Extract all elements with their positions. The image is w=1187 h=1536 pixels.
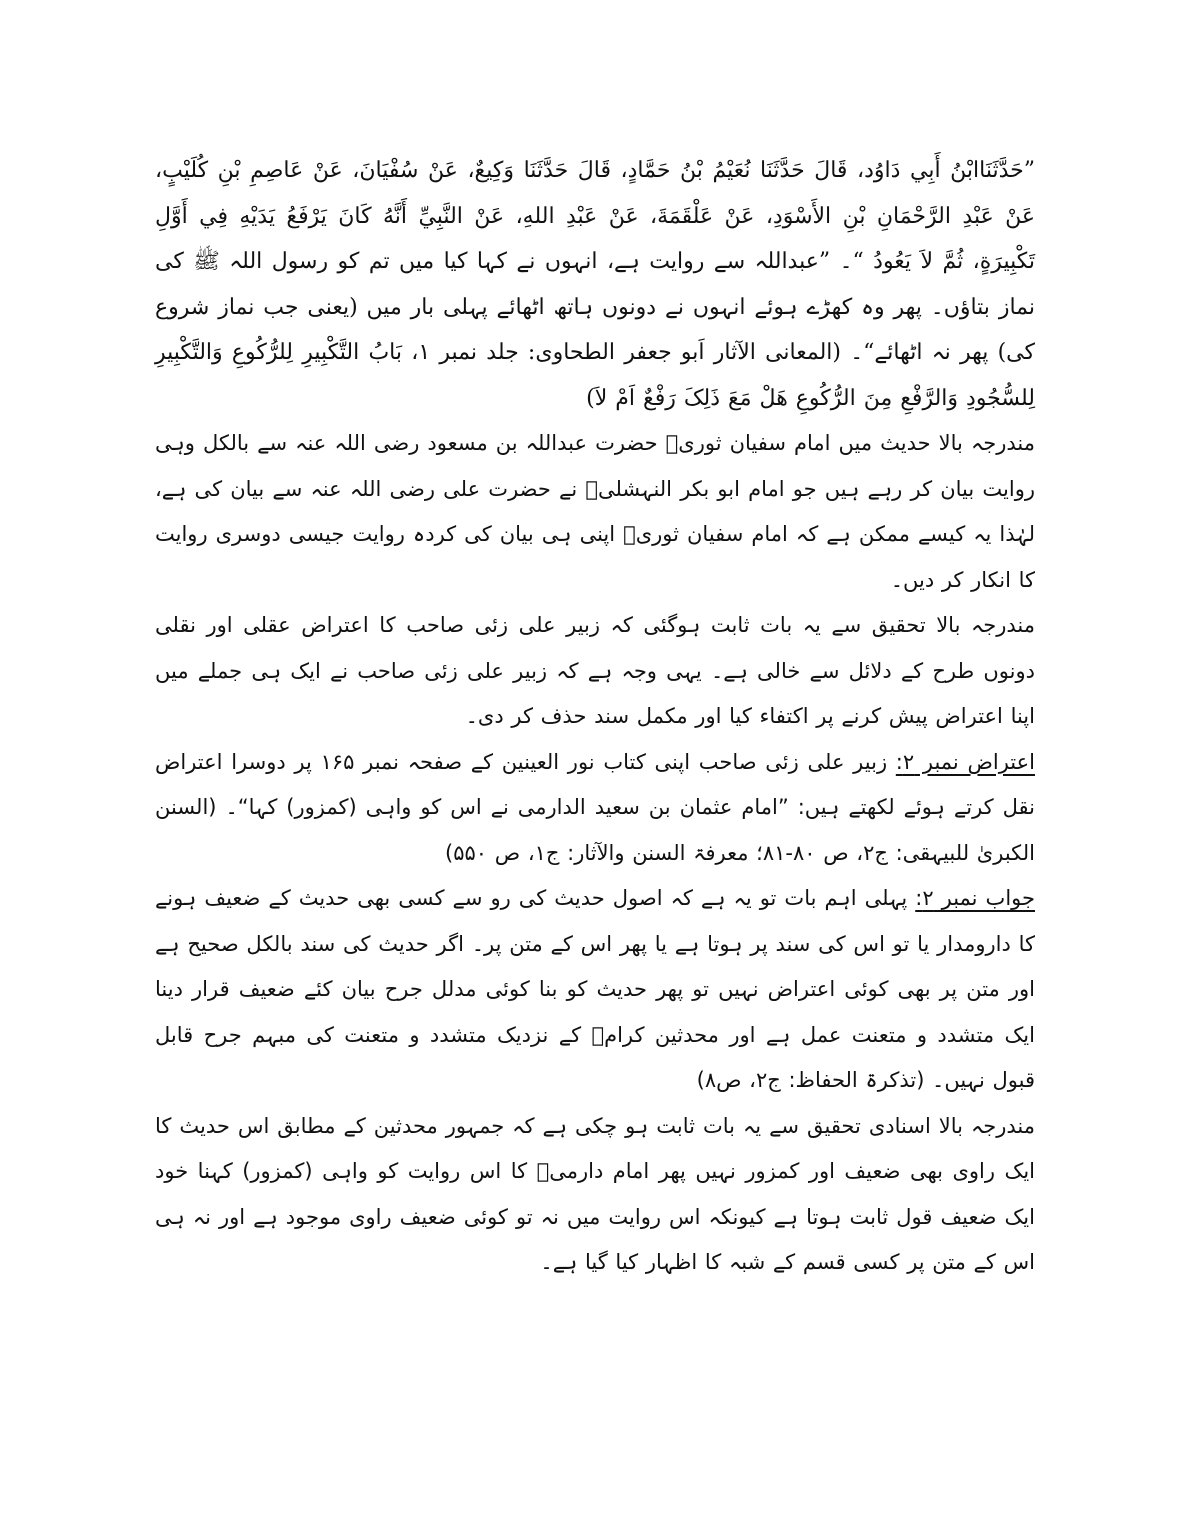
explanation-paragraph: مندرجہ بالا حدیث میں امام سفیان ثوریؒ حضرت عبداللہ بن مسعود رضی اللہ عنہ سے بالکل وہی روایت بیان کر رہے ہیں جو امام ابو بکر النہشلیؒ نے حضرت علی رضی اللہ عنہ سے بیان کی ہے، لہٰذا یہ کیسے ممکن ہے کہ امام سفیان ثوریؒ اپنی ہی بیان کی کردہ روایت جیسی دوسری روایت کا انکار کر دیں۔ [155,431,1035,592]
objection-2-paragraph [155,740,1035,877]
objection-2-label: اعتراض نمبر ۲: [895,749,1035,774]
answer-2-text: پہلی اہم بات تو یہ ہے کہ اصول حدیث کی رو سے کسی بھی حدیث کے ضعیف ہونے کا دارومدار یا تو اس کی سند پر ہوتا ہے یا پھر اس کے متن پر۔ اگر حدیث کی سند بالکل صحیح ہے اور متن پر بھی کوئی اعتراض نہیں تو پھر حدیث کو بنا کوئی مدلل جرح بیان کئے ضعیف قرار دینا ایک متشدد و متعنت عمل ہے اور محدثین کرامؒ کے نزدیک متشدد و متعنت کی مبہم جرح قابل قبول نہیں۔ (تذکرۃ الحفاظ: ج۲، ص۸) [155,886,1035,1092]
objection-2-text: زبیر علی زئی صاحب اپنی کتاب نور العینین کے صفحہ نمبر ۱۶۵ پر دوسرا اعتراض نقل کرتے ہوئے لکھتے ہیں: ”امام عثمان بن سعید الدارمی نے اس کو واہی (کمزور) کہا“۔ (السنن الکبریٰ للبیہقی: ج۲، ص ۸۰-۸۱؛ معرفۃ السنن والآثار: ج۱، ص ۵۵۰) [155,749,1035,865]
final-paragraph: مندرجہ بالا اسنادی تحقیق سے یہ بات ثابت ہو چکی ہے کہ جمہور محدثین کے مطابق اس حدیث کا ایک راوی بھی ضعیف اور کمزور نہیں پھر امام دارمیؒ کا اس روایت کو واہی (کمزور) کہنا خود ایک ضعیف قول ثابت ہوتا ہے کیونکہ اس روایت میں نہ تو کوئی ضعیف راوی موجود ہے اور نہ ہی اس کے متن پر کسی قسم کے شبہ کا اظہار کیا گیا ہے۔ [155,1113,1035,1274]
conclusion-paragraph: مندرجہ بالا تحقیق سے یہ بات ثابت ہوگئی کہ زبیر علی زئی صاحب کا اعتراض عقلی اور نقلی دونوں طرح کے دلائل سے خالی ہے۔ یہی وجہ ہے کہ زبیر علی زئی صاحب نے ایک ہی جملے میں اپنا اعتراض پیش کرنے پر اکتفاء کیا اور مکمل سند حذف کر دی۔ [155,613,1035,728]
document-page [155,148,1035,1286]
answer-2-paragraph [155,876,1035,1104]
answer-2-label: جواب نمبر ۲: [915,886,1035,910]
hadith-paragraph: ”حَدَّثَنَاابْنُ أَبِي دَاوُد، قَالَ حَدَّثَنَا نُعَيْمُ بْنُ حَمَّادٍ، قَالَ حَدَّثَنَا وَكِيعٌ، عَنْ سُفْيَانَ، عَنْ عَاصِمِ بْنِ كُلَيْبٍ، عَنْ عَبْدِ الرَّحْمَانِ بْنِ الأَسْوَدِ، عَنْ عَلْقَمَةَ، عَنْ عَبْدِ اللهِ، عَنْ النَّبِيِّ أَنَّهُ كَانَ يَرْفَعُ يَدَيْهِ فِي أَوَّلِ تَكْبِيرَةٍ، ثُمَّ لاَ يَعُودُ “۔ ”عبداللہ سے روایت ہے، انہوں نے کہا کیا میں تم کو رسول اللہ ﷺ کی نماز بتاؤں۔ پھر وہ کھڑے ہوئے انہوں نے دونوں ہاتھ اٹھائے پہلی بار میں (یعنی جب نماز شروع کی) پھر نہ اٹھائے“۔ (المعانی الآثار اَبو جعفر الطحاوی: جلد نمبر ۱، بَابُ التَّکْبِیرِ لِلرُّکُوعِ وَالتَّکْبِیرِ لِلسُّجُودِ وَالرَّفْعِ مِنَ الرُّکُوعِ هَلْ مَعَ ذَلِکَ رَفْعٌ اَمْ لاَ) [155,158,1035,411]
